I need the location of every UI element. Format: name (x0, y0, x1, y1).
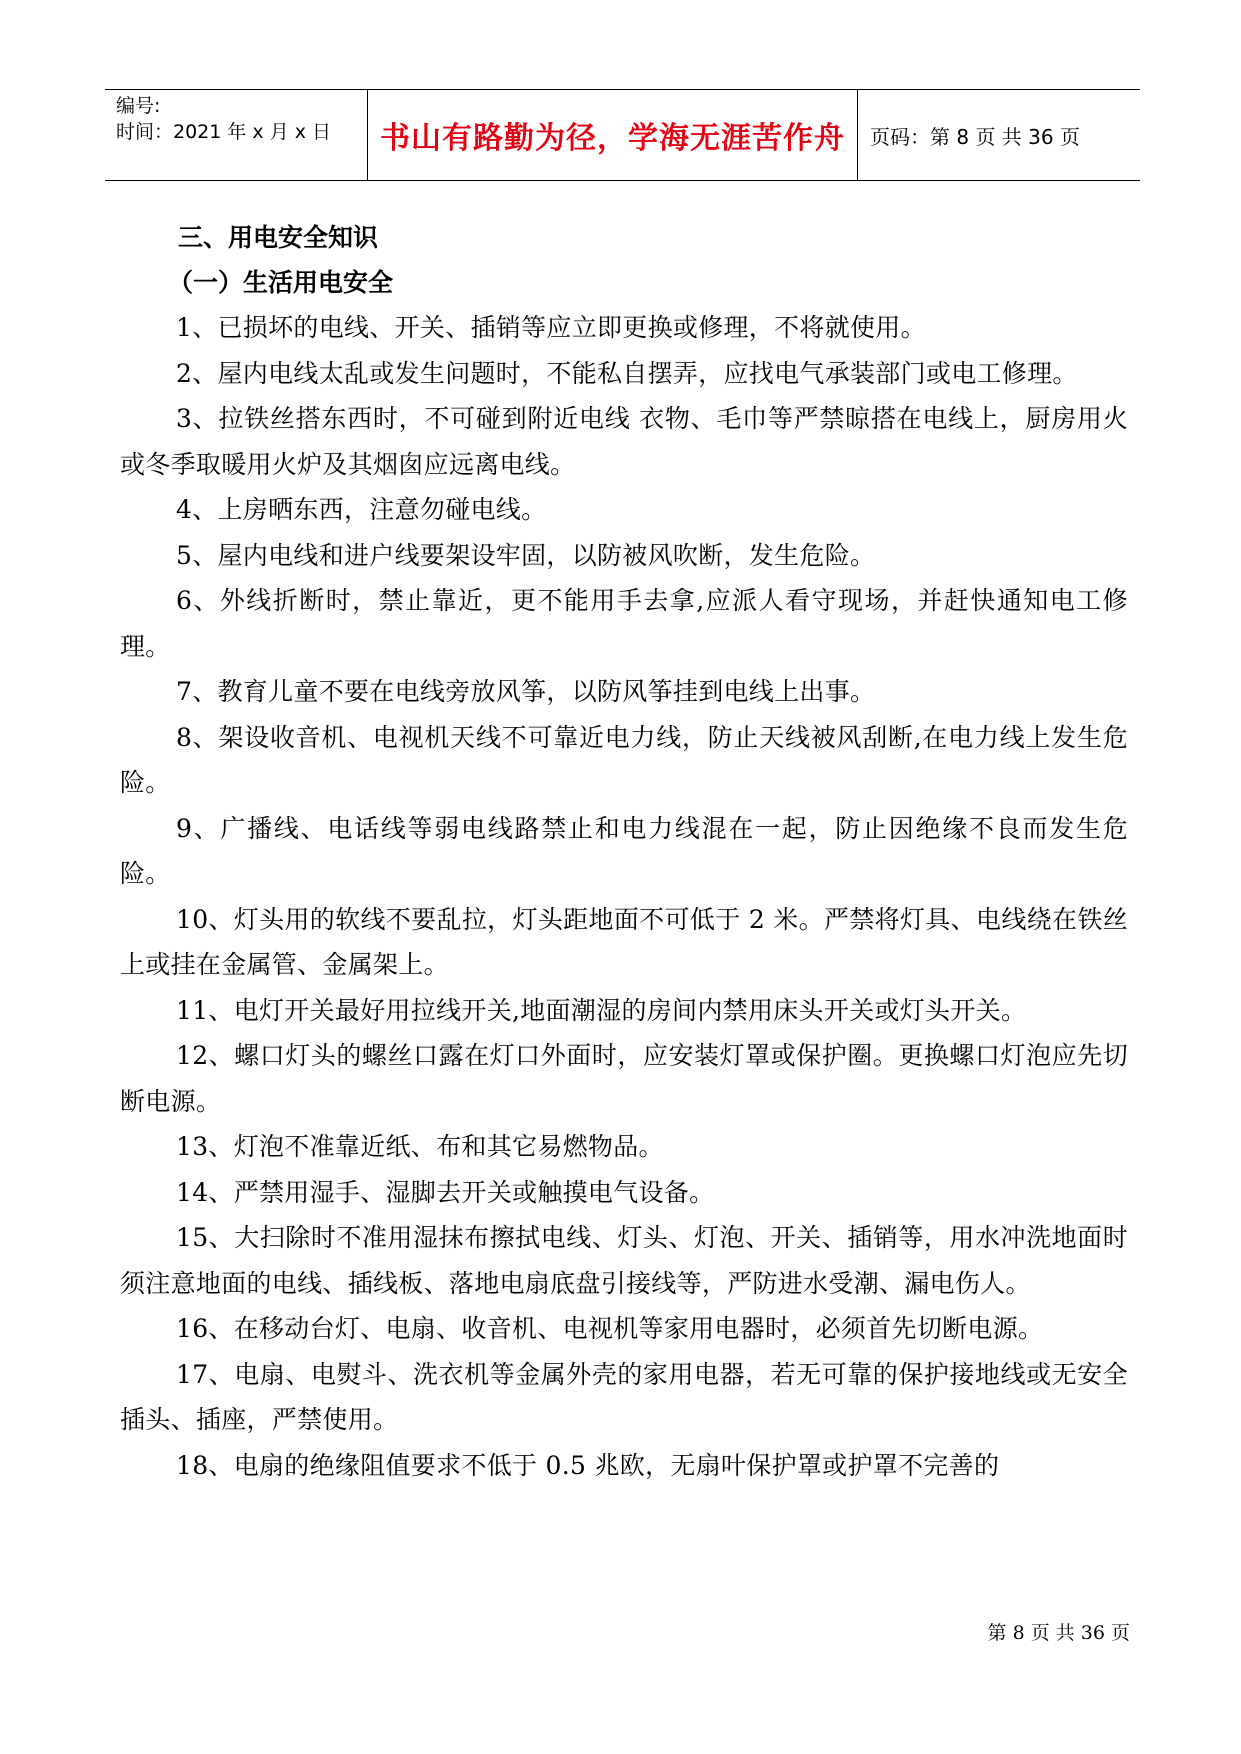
paragraph: 18、电扇的绝缘阻值要求不低于 0.5 兆欧，无扇叶保护罩或护罩不完善的 (176, 1450, 1000, 1480)
header-page-number (858, 90, 1140, 180)
paragraph: 16、在移动台灯、电扇、收音机、电视机等家用电器时，必须首先切断电源。 (176, 1314, 1044, 1343)
paragraph: 1、已损坏的电线、开关、插销等应立即更换或修理，不将就使用。 (176, 313, 926, 342)
time-label: 时间：2021 年 x 月 x 日 (116, 121, 332, 143)
paragraph: 12、螺口灯头的螺丝口露在灯口外面时，应安装灯罩或保护圈。更换螺口灯泡应先切断电源。 (120, 1041, 1128, 1116)
section-title: 三、用电安全知识 (178, 223, 379, 252)
header-motto: 书山有路勤为径，学海无涯苦作舟 (368, 90, 858, 180)
paragraph: 10、灯头用的软线不要乱拉，灯头距地面不可低于 2 米。严禁将灯具、电线绕在铁丝上或挂在金属管、金属架上。 (120, 904, 1128, 979)
page-footer: 第 8 页 共 36 页 (987, 1622, 1130, 1644)
paragraph: 2、屋内电线太乱或发生问题时，不能私自摆弄，应找电气承装部门或电工修理。 (176, 358, 1078, 388)
paragraph: 15、大扫除时不准用湿抹布擦拭电线、灯头、灯泡、开关、插销等，用水冲洗地面时须注意地面的电线、插线板、落地电扇底盘引接线等，严防进水受潮、漏电伤人。 (120, 1223, 1128, 1298)
paragraph: 7、教育儿童不要在电线旁放风筝，以防风筝挂到电线上出事。 (176, 677, 876, 706)
paragraph: 5、屋内电线和进户线要架设牢固，以防被风吹断，发生危险。 (176, 540, 876, 570)
paragraph: 8、架设收音机、电视机天线不可靠近电力线，防止天线被风刮断,在电力线上发生危险。 (120, 722, 1128, 797)
paragraph: 6、外线折断时，禁止靠近，更不能用手去拿,应派人看守现场，并赶快通知电工修理。 (120, 586, 1128, 661)
page-number-label: 页码：第 8 页 共 36 页 (870, 124, 1080, 149)
paragraph: 11、电灯开关最好用拉线开关,地面潮湿的房间内禁用床头开关或灯头开关。 (176, 995, 1027, 1025)
paragraph: 4、上房晒东西，注意勿碰电线。 (176, 495, 547, 524)
paragraph: 14、严禁用湿手、湿脚去开关或触摸电气设备。 (176, 1177, 715, 1207)
subsection-title: （一）生活用电安全 (168, 268, 394, 297)
page-header (105, 89, 1140, 181)
paragraph: 9、广播线、电话线等弱电线路禁止和电力线混在一起，防止因绝缘不良而发生危险。 (120, 813, 1128, 888)
document-body (120, 215, 1128, 1488)
serial-number-label: 编号: (116, 95, 161, 117)
paragraph: 13、灯泡不准靠近纸、布和其它易燃物品。 (176, 1132, 664, 1161)
paragraph: 17、电扇、电熨斗、洗衣机等金属外壳的家用电器，若无可靠的保护接地线或无安全插头、插座，严禁使用。 (120, 1359, 1128, 1434)
header-meta (105, 90, 368, 180)
paragraph: 3、拉铁丝搭东西时，不可碰到附近电线 衣物、毛巾等严禁晾搭在电线上，厨房用火或冬季取暖用火炉及其烟囱应远离电线。 (120, 404, 1128, 479)
